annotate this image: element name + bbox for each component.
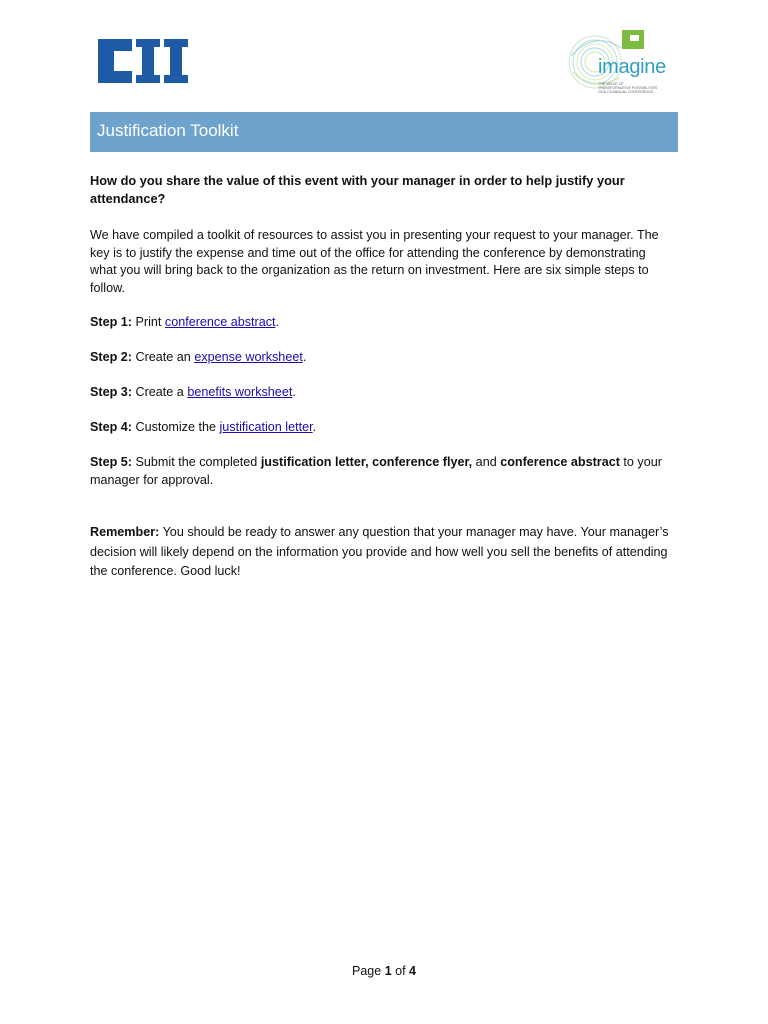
step-text: and (472, 455, 501, 469)
step-1 (90, 314, 672, 332)
title-banner (90, 112, 678, 152)
step-3 (90, 384, 672, 402)
page-current: 1 (384, 964, 392, 978)
step-label: Step 3: (90, 385, 132, 399)
imagine-subtitle-line: 2016 CII ANNUAL CONFERENCE (598, 90, 653, 95)
step-text: Submit the completed (132, 455, 261, 469)
intro-paragraph: We have compiled a toolkit of resources to assist you in presenting your request to your manager. The key is to justify the expense and time out of the office for attending the conference by demonstrating what you will bring back to the organization as the return on investment. Here are six simple steps to follow. (90, 228, 659, 295)
step-label: Step 5: (90, 455, 132, 469)
step-label: Step 1: (90, 315, 132, 329)
lead-question: How do you share the value of this event with your manager in order to help justify your attendance? (90, 173, 625, 206)
step-punct: . (275, 315, 280, 329)
step-5 (90, 454, 672, 489)
step-punct: . (302, 350, 307, 364)
imagine-conference-logo (565, 26, 675, 98)
imagine-wordmark: imagine (598, 56, 666, 78)
page-total: 4 (409, 964, 416, 978)
imagine-subtitle-line: THE VALUE OF (598, 82, 624, 86)
page-title: Justification Toolkit (97, 121, 239, 140)
step-4 (90, 419, 672, 437)
imagine-subtitle-line: TRANSFORMATIVE POSSIBILITIES (598, 86, 658, 91)
step-text: Create an (132, 350, 195, 364)
step-text: Customize the (132, 420, 220, 434)
remember-text: You should be ready to answer any question that your manager may have. Your manager’s decision will likely depend on the information you provide and how well you sell the benefits of attending the conference. Good luck! (90, 525, 669, 578)
step-bold-text: conference abstract (500, 455, 620, 469)
step-label: Step 2: (90, 350, 132, 364)
step-text: Print (132, 315, 165, 329)
justification-letter-link[interactable]: justification letter (219, 420, 313, 434)
step-text: Create a (132, 385, 188, 399)
remember-label: Remember: (90, 525, 160, 539)
step-punct: . (312, 420, 317, 434)
page-prefix: Page (352, 964, 385, 978)
step-punct: . (292, 385, 296, 399)
step-bold-text: justification letter, conference flyer, (260, 455, 473, 469)
remember-paragraph (90, 523, 672, 582)
page-number (0, 964, 768, 978)
expense-worksheet-link[interactable]: expense worksheet (194, 350, 303, 364)
page-of: of (391, 964, 410, 978)
cii-logo (96, 33, 190, 89)
step-label: Step 4: (90, 420, 132, 434)
step-text: to your manager for approval. (90, 455, 662, 487)
document-body (90, 172, 672, 594)
conference-abstract-link[interactable]: conference abstract (164, 315, 276, 329)
imagine-subtitle (598, 82, 674, 95)
cii-logo-mark (96, 33, 190, 89)
benefits-worksheet-link[interactable]: benefits worksheet (187, 385, 293, 399)
step-2 (90, 349, 672, 367)
